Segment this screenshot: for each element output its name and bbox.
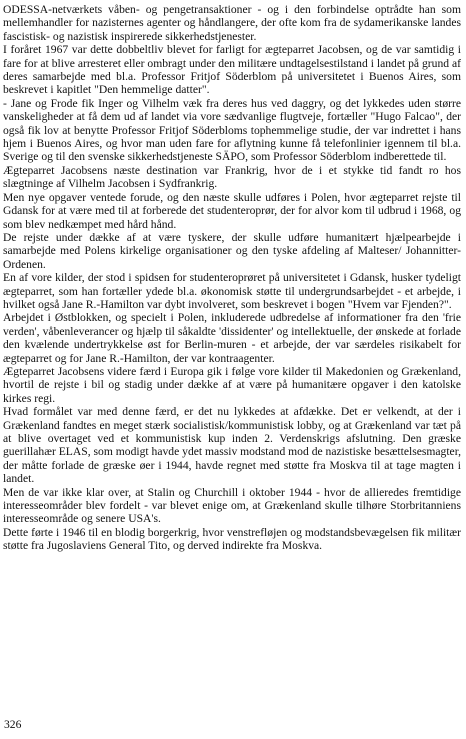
paragraph: Arbejdet i Østblokken, og specielt i Polen, inkluderede udbredelse af informationer fra den 'frie verden', våbenleverancer og hjælp til såkaldte 'dissidenter' og intellektuelle, der ønskede at forlade den kvælende undertrykkelse øst for Berlin-muren - et arbejde, der var særdeles risikabelt for ægteparret og for Jane R.-Hamilton, der var kontraagenter. [3,311,461,365]
document-page [3,3,461,553]
paragraph: Ægteparret Jacobsens næste destination var Frankrig, hvor de i et stykke tid fandt ro hos slægtninge af Vilhelm Jacobsen i Sydfrankrig. [3,163,461,191]
paragraph: Hvad formålet var med denne færd, er det nu lykkedes at afdække. Det er velkendt, at der i Grækenland fandtes en meget stærk socialistisk/kommunistisk lobby, og at Grækenland var tæt på at blive overtaget ved et kommunistisk kup inden 2. Verdenskrigs afslutning. Den græske guerillahær ELAS, som modigt havde ydet massiv modstand mod de nazistiske besættelsesmagter, der måtte forlade de græske øer i 1944, havde regnet med støtte fra Moskva til at tage magten i landet. [3,405,461,486]
paragraph: Men nye opgaver ventede forude, og den næste skulle udføres i Polen, hvor ægteparret rejste til Gdansk for at være med til at forberede det studenteroprør, der for alvor kom til udbrud i 1968, og som blev nedkæmpet med hård hånd. [3,190,461,231]
paragraph: Dette førte i 1946 til en blodig borgerkrig, hvor venstrefløjen og modstandsbevægelsen fik militær støtte fra Jugoslaviens General Tito, og derved indirekte fra Moskva. [3,525,461,553]
paragraph: En af vore kilder, der stod i spidsen for studenteroprøret på universitetet i Gdansk, husker tydeligt ægteparret, som han fortæller ydede bl.a. økonomisk støtte til undergrundsarbejdet - et arbejde, i hvilket også Jane R.-Hamilton var dybt involveret, som beskrevet i bogen "Hvem var Fjenden?". [3,271,461,311]
paragraph: - Jane og Frode fik Inger og Vilhelm væk fra deres hus ved daggry, og det lykkedes uden større vanskeligheder at få dem ud af landet via vore sædvanlige flugtveje, fortæller "Hugo Falcao", der også fik lov at benytte Professor Fritjof Söderbloms tophemmelige studie, der var indrettet i hans hjem i Buenos Aires, og hvor man uden fare for aflytning kunne få telefonlinier igennem til bl.a. Sverige og til den svenske sikkerhedstjeneste SÄPO, som Professor Söderblom indberettede til. [3,96,461,164]
paragraph: Ægteparret Jacobsens videre færd i Europa gik i følge vore kilder til Makedonien og Grækenland, hvortil de rejste i bil og stadig under dække af at være på humanitære opgaver i den katolske kirkes regi. [3,364,461,405]
paragraph: Men de var ikke klar over, at Stalin og Churchill i oktober 1944 - hvor de allieredes fremtidige interesseområder blev fordelt - var blevet enige om, at Grækenland skulle tilhøre Storbritanniens interesseområde og senere USA's. [3,485,461,526]
paragraph: De rejste under dække af at være tyskere, der skulle udføre humanitært hjælpearbejde i samarbejde med Polens kirkelige organisationer og den tyske afdeling af Malteser/ Johannitter-Ordenen. [3,230,461,271]
page-number: 326 [4,718,22,731]
paragraph: ODESSA-netværkets våben- og pengetransaktioner - og i den forbindelse optrådte han som mellemhandler for nazisternes agenter og håndlangere, der ofte kom fra de sydamerikanske landes fascistisk- og nazistisk inspirerede sikkerhedstjenester. [3,3,461,43]
paragraph: I foråret 1967 var dette dobbeltliv blevet for farligt for ægteparret Jacobsen, og de var samtidig i fare for at blive arresteret eller ombragt under den militære undtagelsestilstand i landet på grund af deres samarbejde med bl.a. Professor Fritjof Söderblom på universitetet i Buenos Aires, som beskrevet i kapitlet "Den hemmelige datter". [3,43,461,97]
